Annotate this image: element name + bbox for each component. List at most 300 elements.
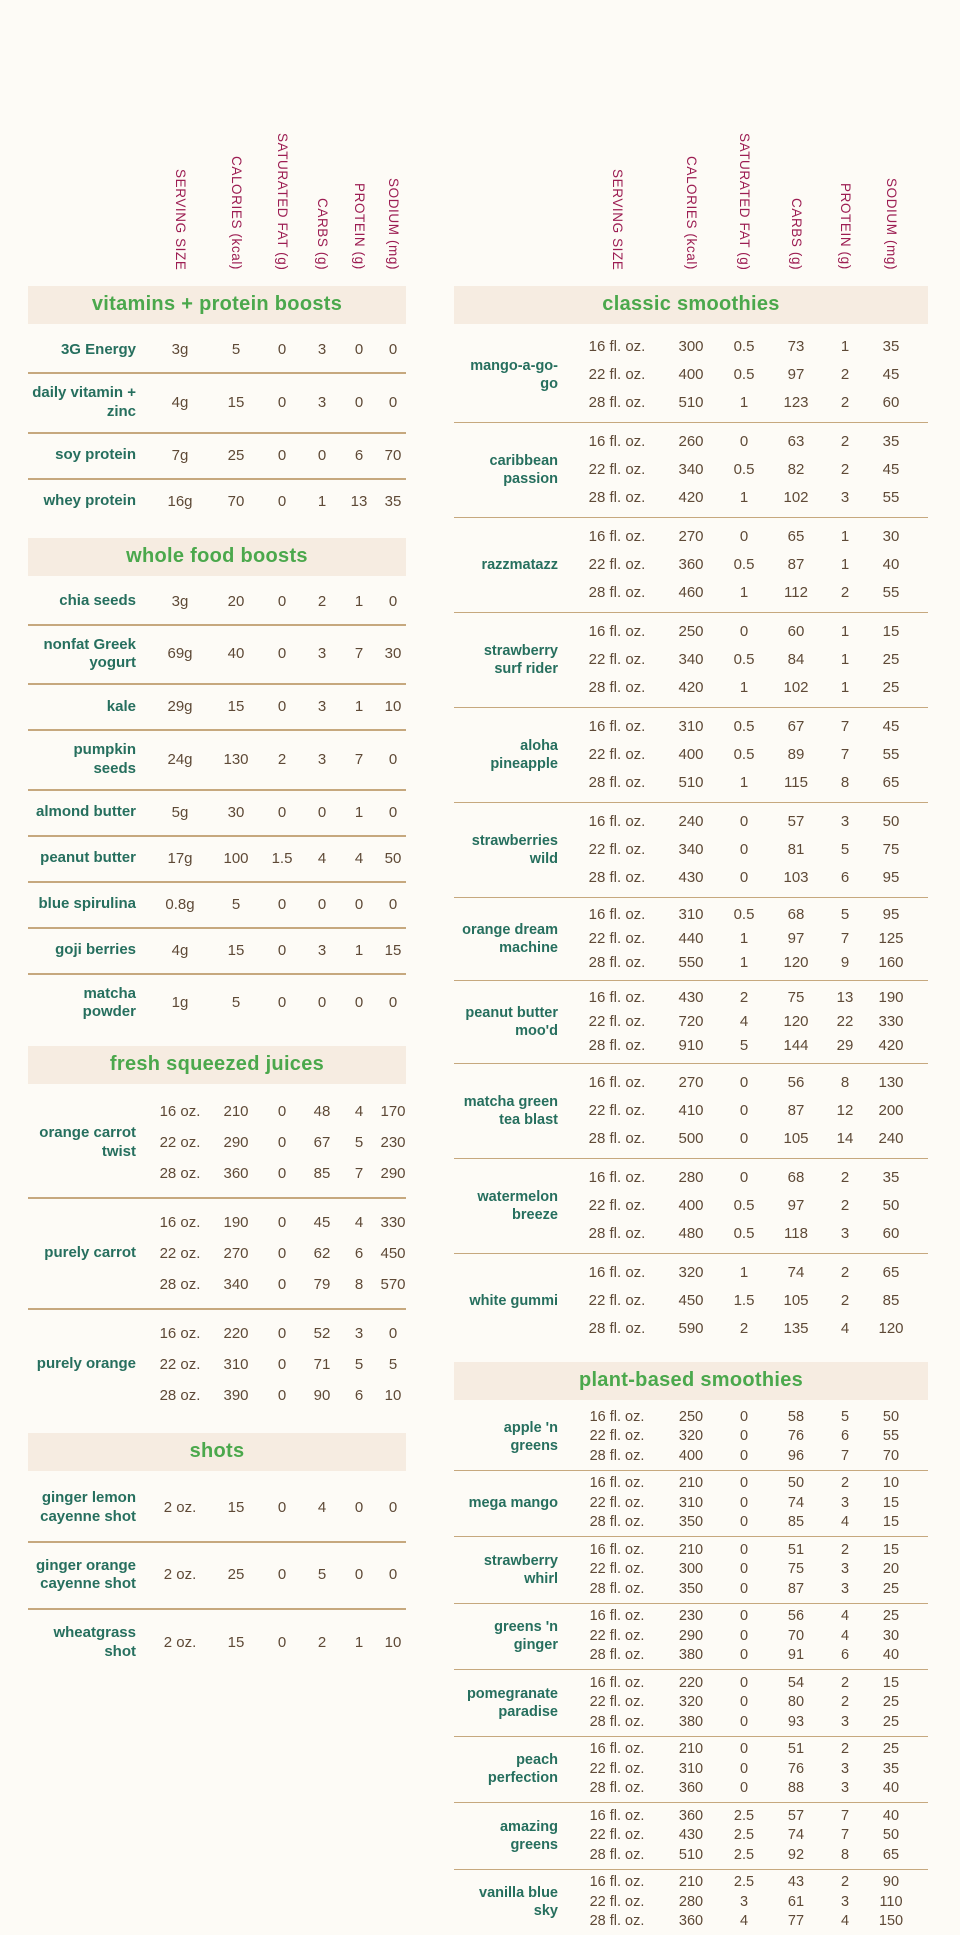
item-kale xyxy=(28,683,406,729)
nutrition-value: 250 xyxy=(662,618,720,646)
nutrition-value: 2 xyxy=(824,1541,866,1561)
nutrition-value: 10 xyxy=(376,695,410,719)
nutrition-row xyxy=(572,769,928,797)
nutrition-value: 40 xyxy=(866,1807,916,1827)
nutrition-value: 0 xyxy=(262,1127,302,1158)
nutrition-value: 170 xyxy=(376,1096,410,1127)
item-orange-carrot-twist xyxy=(28,1088,406,1197)
item-name-strawberries-wild: strawberries wild xyxy=(454,832,572,868)
nutrition-value: 420 xyxy=(866,1034,916,1058)
nutrition-value: 123 xyxy=(768,389,824,417)
nutrition-row xyxy=(572,1826,928,1846)
nutrition-value: 3 xyxy=(824,1220,866,1248)
nutrition-row xyxy=(572,674,928,702)
column-header-protein-g: PROTEIN (g) xyxy=(352,183,366,280)
nutrition-value: 320 xyxy=(662,1427,720,1447)
item-name-strawberry-whirl: strawberry whirl xyxy=(454,1552,572,1588)
nutrition-value: 110 xyxy=(866,1893,916,1913)
nutrition-value: 0 xyxy=(262,590,302,614)
nutrition-value: 57 xyxy=(768,1807,824,1827)
nutrition-value: 0.5 xyxy=(720,456,768,484)
nutrition-value: 5 xyxy=(342,1127,376,1158)
nutrition-value: 0 xyxy=(720,1408,768,1428)
nutrition-value: 73 xyxy=(768,333,824,361)
nutrition-value: 15 xyxy=(210,1631,262,1655)
nutrition-value: 3 xyxy=(720,1893,768,1913)
nutrition-row xyxy=(150,1127,410,1158)
item-almond-butter xyxy=(28,789,406,835)
item-name-blue-spirulina: blue spirulina xyxy=(28,895,150,914)
nutrition-value: 310 xyxy=(662,1760,720,1780)
nutrition-value: 260 xyxy=(662,428,720,456)
item-ginger-lemon-cayenne-shot xyxy=(28,1475,406,1541)
nutrition-value: 0.5 xyxy=(720,903,768,927)
serving-size-value: 16 fl. oz. xyxy=(572,428,662,456)
nutrition-row xyxy=(150,1096,410,1127)
nutrition-value: 400 xyxy=(662,361,720,389)
nutrition-value: 0 xyxy=(720,1607,768,1627)
serving-size-value: 0.8g xyxy=(150,893,210,917)
serving-size-value: 22 fl. oz. xyxy=(572,1287,662,1315)
nutrition-value: 0 xyxy=(720,1627,768,1647)
item-name-matcha-green-tea-blast: matcha green tea blast xyxy=(454,1093,572,1129)
nutrition-value: 35 xyxy=(866,428,916,456)
nutrition-value: 210 xyxy=(662,1740,720,1760)
column-header-cell xyxy=(150,52,210,280)
nutrition-value: 0 xyxy=(376,893,410,917)
serving-size-value: 2 oz. xyxy=(150,1563,210,1587)
nutrition-value: 240 xyxy=(866,1125,916,1153)
nutrition-value: 0 xyxy=(262,1269,302,1300)
nutrition-value: 4 xyxy=(824,1513,866,1533)
nutrition-value: 56 xyxy=(768,1069,824,1097)
nutrition-row xyxy=(572,1513,928,1533)
item-name-soy-protein: soy protein xyxy=(28,446,150,465)
item-peanut-butter-moo-d xyxy=(454,980,928,1063)
serving-size-value: 7g xyxy=(150,444,210,468)
item-rows xyxy=(150,1496,410,1520)
nutrition-row xyxy=(572,1560,928,1580)
serving-size-value: 28 fl. oz. xyxy=(572,1646,662,1666)
nutrition-value: 102 xyxy=(768,484,824,512)
nutrition-value: 0 xyxy=(720,1513,768,1533)
nutrition-value: 0 xyxy=(262,1158,302,1189)
nutrition-value: 75 xyxy=(768,1560,824,1580)
serving-size-value: 16 fl. oz. xyxy=(572,333,662,361)
item-rows xyxy=(572,618,928,702)
left-column-headers xyxy=(28,52,406,280)
serving-size-value: 3g xyxy=(150,590,210,614)
item-wheatgrass-shot xyxy=(28,1608,406,1676)
serving-size-value: 16 fl. oz. xyxy=(572,1541,662,1561)
item-name-amazing-greens: amazing greens xyxy=(454,1818,572,1854)
nutrition-value: 103 xyxy=(768,864,824,892)
nutrition-value: 0 xyxy=(302,893,342,917)
nutrition-value: 52 xyxy=(302,1318,342,1349)
nutrition-value: 10 xyxy=(866,1474,916,1494)
nutrition-value: 15 xyxy=(866,618,916,646)
nutrition-value: 60 xyxy=(866,389,916,417)
nutrition-row xyxy=(150,490,410,514)
nutrition-value: 81 xyxy=(768,836,824,864)
column-header-cell xyxy=(302,52,342,280)
serving-size-value: 16g xyxy=(150,490,210,514)
nutrition-value: 2 xyxy=(824,1259,866,1287)
nutrition-value: 5 xyxy=(210,338,262,362)
nutrition-value: 4 xyxy=(720,1010,768,1034)
nutrition-value: 70 xyxy=(768,1627,824,1647)
nutrition-value: 0 xyxy=(720,1069,768,1097)
nutrition-value: 4 xyxy=(342,1096,376,1127)
nutrition-row xyxy=(150,1349,410,1380)
serving-size-value: 1g xyxy=(150,991,210,1015)
nutrition-value: 360 xyxy=(662,1779,720,1799)
item-name-purely-orange: purely orange xyxy=(28,1355,150,1374)
serving-size-value: 22 fl. oz. xyxy=(572,1010,662,1034)
item-nonfat-greek-yogurt xyxy=(28,624,406,684)
nutrition-row xyxy=(572,1315,928,1343)
item-name-apple-n-greens: apple 'n greens xyxy=(454,1419,572,1455)
nutrition-value: 15 xyxy=(210,695,262,719)
nutrition-value: 0.5 xyxy=(720,713,768,741)
column-header-spacer xyxy=(28,52,150,280)
item-name-mango-a-go-go: mango-a-go-go xyxy=(454,357,572,393)
nutrition-value: 6 xyxy=(824,1427,866,1447)
nutrition-row xyxy=(572,523,928,551)
nutrition-value: 0 xyxy=(262,1380,302,1411)
nutrition-value: 22 xyxy=(824,1010,866,1034)
item-daily-vitamin-zinc xyxy=(28,372,406,432)
column-header-spacer xyxy=(454,52,572,280)
serving-size-value: 28 fl. oz. xyxy=(572,579,662,607)
nutrition-value: 320 xyxy=(662,1259,720,1287)
item-rows xyxy=(150,338,410,362)
nutrition-value: 40 xyxy=(210,642,262,666)
nutrition-value: 51 xyxy=(768,1740,824,1760)
item-rows xyxy=(572,1408,928,1467)
column-header-cell xyxy=(342,52,376,280)
nutrition-row xyxy=(150,1563,410,1587)
nutrition-value: 3 xyxy=(824,1893,866,1913)
nutrition-value: 4 xyxy=(824,1627,866,1647)
nutrition-value: 1 xyxy=(824,523,866,551)
nutrition-value: 270 xyxy=(662,523,720,551)
nutrition-value: 100 xyxy=(210,847,262,871)
nutrition-value: 35 xyxy=(376,490,410,514)
nutrition-value: 45 xyxy=(866,713,916,741)
nutrition-value: 5 xyxy=(720,1034,768,1058)
nutrition-value: 2 xyxy=(824,1287,866,1315)
nutrition-value: 50 xyxy=(866,1408,916,1428)
nutrition-value: 5 xyxy=(376,1349,410,1380)
nutrition-value: 0 xyxy=(376,801,410,825)
nutrition-value: 500 xyxy=(662,1125,720,1153)
nutrition-value: 68 xyxy=(768,1164,824,1192)
nutrition-value: 0 xyxy=(720,1713,768,1733)
nutrition-row xyxy=(572,951,928,975)
nutrition-value: 4 xyxy=(824,1607,866,1627)
item-rows xyxy=(150,490,410,514)
nutrition-row xyxy=(572,579,928,607)
nutrition-value: 340 xyxy=(662,836,720,864)
nutrition-value: 2 xyxy=(824,1474,866,1494)
serving-size-value: 28 fl. oz. xyxy=(572,1580,662,1600)
nutrition-value: 450 xyxy=(662,1287,720,1315)
nutrition-value: 0 xyxy=(720,1760,768,1780)
nutrition-value: 3 xyxy=(824,1560,866,1580)
nutrition-value: 0 xyxy=(720,1097,768,1125)
serving-size-value: 4g xyxy=(150,939,210,963)
nutrition-value: 1 xyxy=(342,695,376,719)
nutrition-row xyxy=(150,1380,410,1411)
section-whole-food-boosts xyxy=(28,580,406,1033)
serving-size-value: 28 fl. oz. xyxy=(572,1912,662,1932)
nutrition-value: 56 xyxy=(768,1607,824,1627)
nutrition-value: 0 xyxy=(262,1563,302,1587)
nutrition-value: 8 xyxy=(824,1846,866,1866)
nutrition-value: 130 xyxy=(866,1069,916,1097)
nutrition-value: 0 xyxy=(342,1563,376,1587)
nutrition-row xyxy=(572,808,928,836)
item-peanut-butter xyxy=(28,835,406,881)
item-greens-n-ginger xyxy=(454,1603,928,1670)
column-header-saturated-fat-g: SATURATED FAT (g) xyxy=(737,133,751,280)
item-name-peanut-butter: peanut butter xyxy=(28,849,150,868)
serving-size-value: 24g xyxy=(150,748,210,772)
nutrition-row xyxy=(572,1474,928,1494)
nutrition-value: 65 xyxy=(866,769,916,797)
item-name-pumpkin-seeds: pumpkin seeds xyxy=(28,741,150,779)
nutrition-value: 80 xyxy=(768,1693,824,1713)
serving-size-value: 22 fl. oz. xyxy=(572,646,662,674)
nutrition-value: 2 xyxy=(824,1164,866,1192)
serving-size-value: 28 oz. xyxy=(150,1380,210,1411)
nutrition-value: 67 xyxy=(302,1127,342,1158)
nutrition-value: 0 xyxy=(376,991,410,1015)
nutrition-value: 20 xyxy=(210,590,262,614)
item-name-watermelon-breeze: watermelon breeze xyxy=(454,1188,572,1224)
item-name-wheatgrass-shot: wheatgrass shot xyxy=(28,1624,150,1662)
nutrition-row xyxy=(572,1873,928,1893)
nutrition-value: 15 xyxy=(866,1674,916,1694)
nutrition-value: 300 xyxy=(662,333,720,361)
serving-size-value: 22 oz. xyxy=(150,1127,210,1158)
nutrition-value: 0 xyxy=(376,590,410,614)
nutrition-value: 30 xyxy=(210,801,262,825)
nutrition-value: 8 xyxy=(824,1069,866,1097)
serving-size-value: 28 fl. oz. xyxy=(572,1034,662,1058)
nutrition-value: 0 xyxy=(262,490,302,514)
nutrition-row xyxy=(572,1646,928,1666)
item-ginger-orange-cayenne-shot xyxy=(28,1541,406,1609)
item-purely-orange xyxy=(28,1308,406,1419)
serving-size-value: 28 oz. xyxy=(150,1158,210,1189)
serving-size-value: 28 fl. oz. xyxy=(572,864,662,892)
nutrition-value: 2 xyxy=(824,1192,866,1220)
nutrition-value: 1 xyxy=(342,939,376,963)
nutrition-value: 125 xyxy=(866,927,916,951)
serving-size-value: 22 oz. xyxy=(150,1349,210,1380)
item-name-goji-berries: goji berries xyxy=(28,941,150,960)
nutrition-value: 5 xyxy=(824,836,866,864)
nutrition-value: 320 xyxy=(662,1693,720,1713)
nutrition-value: 40 xyxy=(866,1779,916,1799)
nutrition-value: 160 xyxy=(866,951,916,975)
nutrition-row xyxy=(572,864,928,892)
item-rows xyxy=(572,1164,928,1248)
item-name-nonfat-greek-yogurt: nonfat Greek yogurt xyxy=(28,636,150,674)
nutrition-row xyxy=(572,456,928,484)
nutrition-value: 0 xyxy=(342,1496,376,1520)
nutrition-value: 50 xyxy=(866,1192,916,1220)
nutrition-value: 350 xyxy=(662,1513,720,1533)
serving-size-value: 2 oz. xyxy=(150,1496,210,1520)
nutrition-value: 97 xyxy=(768,1192,824,1220)
nutrition-value: 210 xyxy=(662,1873,720,1893)
nutrition-value: 4 xyxy=(824,1912,866,1932)
serving-size-value: 16 fl. oz. xyxy=(572,1474,662,1494)
nutrition-row xyxy=(572,1807,928,1827)
serving-size-value: 22 fl. oz. xyxy=(572,1627,662,1647)
section-vitamins-protein-boosts xyxy=(28,328,406,524)
nutrition-value: 2 xyxy=(824,579,866,607)
column-header-carbs-g: CARBS (g) xyxy=(789,198,803,280)
nutrition-value: 360 xyxy=(210,1158,262,1189)
nutrition-value: 0.5 xyxy=(720,1220,768,1248)
nutrition-value: 48 xyxy=(302,1096,342,1127)
serving-size-value: 17g xyxy=(150,847,210,871)
nutrition-value: 280 xyxy=(662,1164,720,1192)
section-classic-smoothies xyxy=(454,328,928,1348)
nutrition-value: 62 xyxy=(302,1238,342,1269)
nutrition-row xyxy=(572,1192,928,1220)
item-rows xyxy=(150,1318,410,1411)
item-rows xyxy=(150,991,410,1015)
nutrition-value: 50 xyxy=(376,847,410,871)
item-rows xyxy=(572,713,928,797)
right-menu-column xyxy=(454,52,928,1935)
item-3g-energy xyxy=(28,328,406,372)
nutrition-row xyxy=(150,1238,410,1269)
nutrition-value: 350 xyxy=(662,1580,720,1600)
serving-size-value: 29g xyxy=(150,695,210,719)
nutrition-row xyxy=(572,713,928,741)
item-vanilla-blue-sky xyxy=(454,1869,928,1935)
serving-size-value: 16 fl. oz. xyxy=(572,1740,662,1760)
nutrition-value: 50 xyxy=(866,1826,916,1846)
serving-size-value: 28 fl. oz. xyxy=(572,389,662,417)
serving-size-value: 28 oz. xyxy=(150,1269,210,1300)
nutrition-value: 90 xyxy=(302,1380,342,1411)
nutrition-value: 0 xyxy=(720,1125,768,1153)
nutrition-value: 130 xyxy=(210,748,262,772)
nutrition-value: 2 xyxy=(824,456,866,484)
nutrition-value: 7 xyxy=(342,748,376,772)
item-pomegranate-paradise xyxy=(454,1669,928,1736)
nutrition-value: 5 xyxy=(302,1563,342,1587)
nutrition-value: 420 xyxy=(662,674,720,702)
serving-size-value: 16 fl. oz. xyxy=(572,808,662,836)
item-name-almond-butter: almond butter xyxy=(28,803,150,822)
nutrition-value: 35 xyxy=(866,1164,916,1192)
nutrition-value: 2 xyxy=(824,1693,866,1713)
nutrition-value: 10 xyxy=(376,1380,410,1411)
nutrition-value: 30 xyxy=(866,523,916,551)
nutrition-value: 51 xyxy=(768,1541,824,1561)
nutrition-value: 0.5 xyxy=(720,1192,768,1220)
nutrition-value: 360 xyxy=(662,1912,720,1932)
nutrition-value: 2 xyxy=(824,1674,866,1694)
serving-size-value: 22 fl. oz. xyxy=(572,1427,662,1447)
item-rows xyxy=(572,1674,928,1733)
nutrition-value: 25 xyxy=(210,444,262,468)
nutrition-value: 2 xyxy=(824,1873,866,1893)
item-rows xyxy=(150,1207,410,1300)
nutrition-value: 82 xyxy=(768,456,824,484)
item-name-whey-protein: whey protein xyxy=(28,492,150,511)
nutrition-value: 0 xyxy=(262,338,302,362)
section-fresh-squeezed-juices xyxy=(28,1088,406,1419)
nutrition-value: 54 xyxy=(768,1674,824,1694)
column-header-sodium-mg: SODIUM (mg) xyxy=(884,178,898,280)
nutrition-value: 210 xyxy=(662,1474,720,1494)
nutrition-value: 3 xyxy=(302,748,342,772)
nutrition-value: 50 xyxy=(866,808,916,836)
nutrition-value: 25 xyxy=(210,1563,262,1587)
nutrition-value: 430 xyxy=(662,986,720,1010)
nutrition-value: 7 xyxy=(824,1826,866,1846)
nutrition-value: 84 xyxy=(768,646,824,674)
nutrition-value: 220 xyxy=(662,1674,720,1694)
nutrition-value: 87 xyxy=(768,1097,824,1125)
nutrition-value: 200 xyxy=(866,1097,916,1125)
nutrition-value: 400 xyxy=(662,741,720,769)
nutrition-value: 93 xyxy=(768,1713,824,1733)
nutrition-value: 0 xyxy=(262,1238,302,1269)
serving-size-value: 16 fl. oz. xyxy=(572,1069,662,1097)
nutrition-row xyxy=(572,1010,928,1034)
nutrition-value: 460 xyxy=(662,579,720,607)
nutrition-value: 290 xyxy=(210,1127,262,1158)
item-rows xyxy=(572,986,928,1058)
nutrition-value: 8 xyxy=(342,1269,376,1300)
nutrition-value: 310 xyxy=(210,1349,262,1380)
nutrition-value: 76 xyxy=(768,1427,824,1447)
nutrition-value: 0.5 xyxy=(720,333,768,361)
nutrition-value: 1 xyxy=(824,646,866,674)
nutrition-value: 79 xyxy=(302,1269,342,1300)
nutrition-value: 340 xyxy=(210,1269,262,1300)
item-chia-seeds xyxy=(28,580,406,624)
nutrition-value: 2 xyxy=(824,361,866,389)
serving-size-value: 22 fl. oz. xyxy=(572,456,662,484)
item-rows xyxy=(150,893,410,917)
item-rows xyxy=(150,444,410,468)
nutrition-value: 0 xyxy=(262,695,302,719)
nutrition-value: 15 xyxy=(866,1494,916,1514)
item-name-3g-energy: 3G Energy xyxy=(28,341,150,360)
item-name-ginger-lemon-cayenne-shot: ginger lemon cayenne shot xyxy=(28,1489,150,1527)
serving-size-value: 16 oz. xyxy=(150,1096,210,1127)
serving-size-value: 16 fl. oz. xyxy=(572,713,662,741)
nutrition-row xyxy=(150,1496,410,1520)
nutrition-row xyxy=(572,1674,928,1694)
item-rows xyxy=(572,1541,928,1600)
nutrition-value: 6 xyxy=(824,1646,866,1666)
nutrition-value: 7 xyxy=(824,713,866,741)
nutrition-value: 2 xyxy=(262,748,302,772)
nutrition-value: 0 xyxy=(262,801,302,825)
